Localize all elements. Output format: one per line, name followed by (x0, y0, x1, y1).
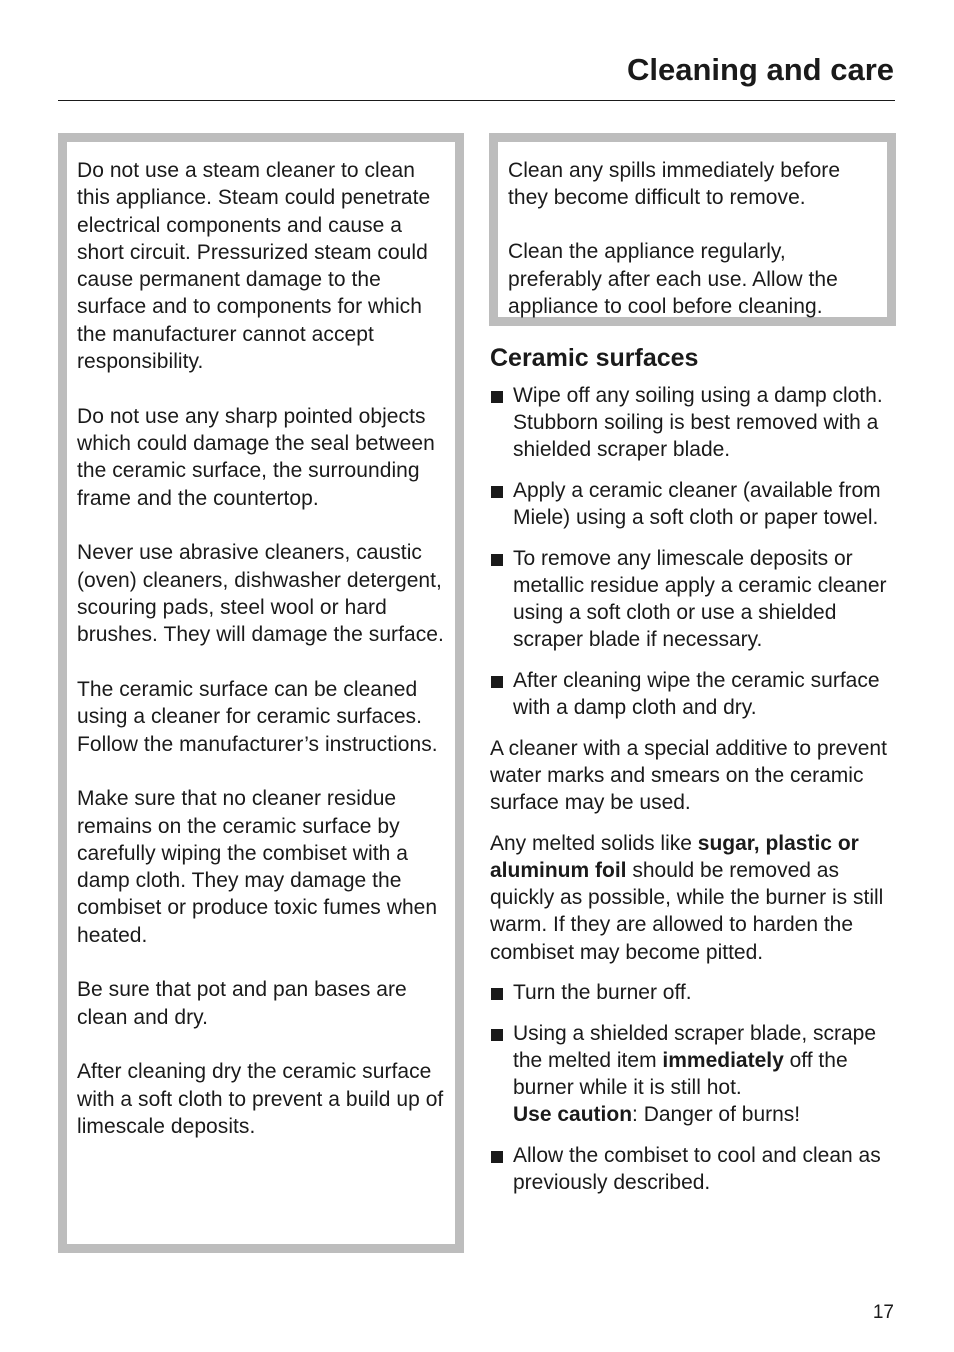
emphasis-text: sugar, plastic or aluminum foil (490, 831, 859, 882)
warning-paragraph: Do not use any sharp pointed objects which could damage the seal between the ceramic surface, the surrounding frame and the countertop. (77, 404, 435, 510)
warning-box-right (489, 133, 896, 326)
warning-paragraph: Never use abrasive cleaners, caustic (oven) cleaners, dishwasher detergent, scouring pads, steel wool or hard brushes. They will damage the surface. (77, 541, 444, 647)
list-item-text: After cleaning wipe the ceramic surface with a damp cloth and dry. (513, 669, 880, 720)
warning-paragraph: Clean the appliance regularly, preferably after each use. Allow the appliance to cool before cleaning. (508, 240, 838, 318)
title-divider (58, 100, 895, 101)
bullet-square-icon (491, 1151, 503, 1163)
list-item (490, 545, 900, 654)
warning-paragraph: Be sure that pot and pan bases are clean and dry. (77, 978, 407, 1029)
body-paragraph: A cleaner with a special additive to prevent water marks and smears on the ceramic surface may be used. (490, 736, 887, 815)
warning-paragraph: After cleaning dry the ceramic surface with a soft cloth to prevent a build up of limescale deposits. (77, 1060, 444, 1138)
emphasis-text: immediately (662, 1049, 784, 1072)
list-item-text: Apply a ceramic cleaner (available from Miele) using a soft cloth or paper towel. (513, 479, 881, 530)
list-item (490, 979, 900, 1006)
list-item (490, 382, 900, 464)
text-run: Using a shielded scraper blade, scrape the melted item (513, 1021, 877, 1072)
ceramic-section (490, 340, 900, 1210)
text-run: : Danger of burns! (632, 1103, 801, 1127)
section-heading: Ceramic surfaces (490, 344, 699, 372)
page-title: Cleaning and care (626, 52, 894, 87)
bullet-square-icon (491, 988, 503, 1000)
list-item (490, 1142, 900, 1196)
warning-paragraph: The ceramic surface can be cleaned using a cleaner for ceramic surfaces. Follow the manufacturer’s instructions. (77, 677, 438, 756)
list-item-text: Allow the combiset to cool and clean as previously described. (513, 1144, 881, 1195)
bullet-square-icon (491, 391, 503, 403)
list-item (490, 667, 900, 721)
list-item-text: Wipe off any soiling using a damp cloth. Stubborn soiling is best removed with a shielded scraper blade. (513, 384, 883, 462)
list-item-text: Turn the burner off. (513, 981, 692, 1005)
bullet-square-icon (491, 486, 503, 498)
bullet-square-icon (491, 676, 503, 688)
warning-paragraph: Make sure that no cleaner residue remains on the ceramic surface by carefully wiping the combiset with a damp cloth. They may damage the combiset or produce toxic fumes when heated. (77, 787, 438, 947)
text-run: should be removed as quickly as possible, while the burner is still warm. If they are allowed to harden the combiset may become pitted. (490, 859, 884, 964)
bullet-square-icon (491, 554, 503, 566)
list-item-text: To remove any limescale deposits or metallic residue apply a ceramic cleaner using a soft cloth or use a shielded scraper blade if necessary. (513, 546, 887, 652)
warning-paragraph: Do not use a steam cleaner to clean this appliance. Steam could penetrate electrical components and cause a short circuit. Pressurized steam could cause permanent damage to the surface and to components for which the manufacturer cannot accept responsibility. (77, 159, 431, 374)
bullet-square-icon (491, 1029, 503, 1041)
text-run: Any melted solids like (490, 831, 698, 855)
caution-label: Use caution (513, 1103, 633, 1127)
page-number: 17 (872, 1302, 894, 1323)
list-item (490, 1020, 900, 1129)
text-run: off the burner while it is still hot. (513, 1049, 848, 1100)
warning-paragraph: Clean any spills immediately before they become difficult to remove. (508, 159, 841, 210)
list-item (490, 477, 900, 531)
body-paragraph (490, 830, 900, 966)
warning-box-left (58, 133, 464, 1253)
